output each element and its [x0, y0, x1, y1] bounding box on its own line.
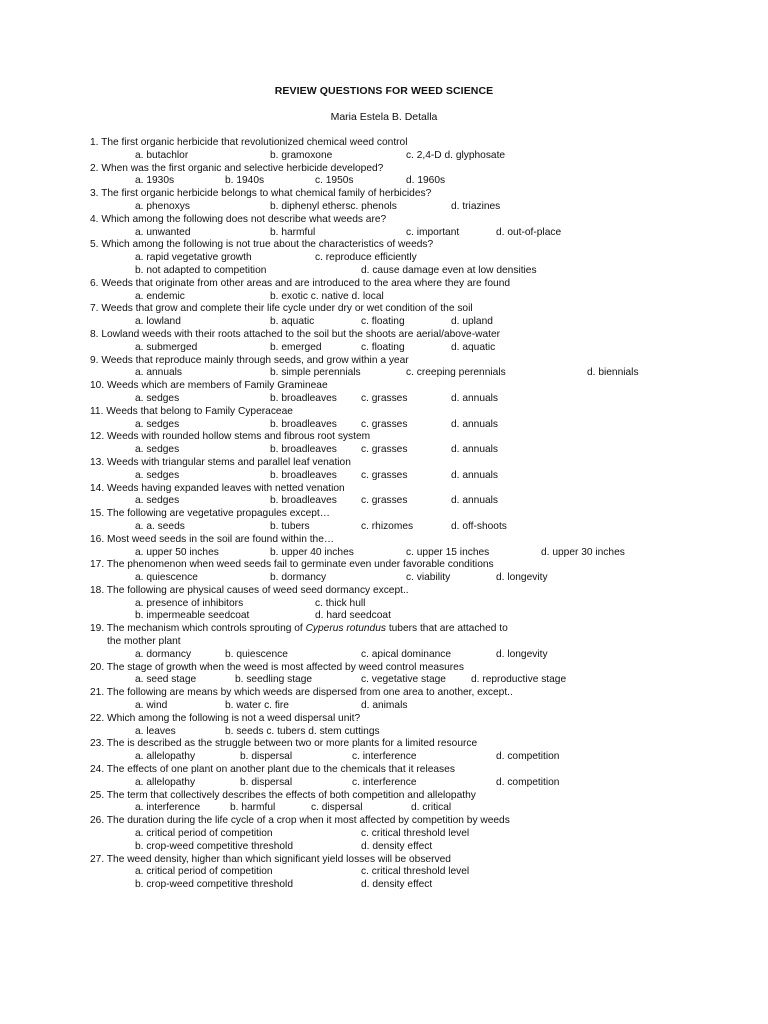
question-17 — [0, 559, 768, 572]
question-text: 22. Which among the following is not a weed dispersal unit? — [90, 712, 361, 724]
question-18 — [0, 585, 768, 598]
answer-options-row — [0, 201, 768, 214]
answer-option: a. unwanted — [135, 226, 191, 238]
question-text: 11. Weeds that belong to Family Cyperaceae — [90, 405, 293, 417]
answer-option: b. crop-weed competitive threshold — [135, 840, 293, 852]
answer-options-row — [0, 444, 768, 457]
answer-option: b. simple perennials — [270, 367, 361, 379]
answer-option: a. critical period of competition — [135, 866, 273, 878]
answer-option: d. upper 30 inches — [541, 546, 625, 558]
answer-option: c. interference — [352, 776, 417, 788]
question-text: 6. Weeds that originate from other areas and are introduced to the area where they are found — [90, 277, 511, 289]
answer-options-row — [0, 470, 768, 483]
question-text: 17. The phenomenon when weed seeds fail to germinate even under favorable conditions — [90, 559, 494, 571]
answer-options-row — [0, 700, 768, 713]
answer-options-row — [0, 291, 768, 304]
question-7 — [0, 303, 768, 316]
document-author: Maria Estela B. Detalla — [330, 111, 438, 123]
answer-options-row — [0, 866, 768, 879]
question-16 — [0, 534, 768, 547]
answer-option: a. sedges — [135, 495, 180, 507]
answer-option: b. dormancy — [270, 572, 327, 584]
answer-option: d. annuals — [451, 418, 499, 430]
answer-option: b. broadleaves — [270, 418, 337, 430]
answer-option: b. broadleaves — [270, 469, 337, 481]
answer-option: b. emerged — [270, 341, 322, 353]
question-text: 3. The first organic herbicide belongs to what chemical family of herbicides? — [90, 188, 432, 200]
answer-option: b. seedling stage — [235, 674, 313, 686]
answer-option: d. aquatic — [451, 341, 496, 353]
answer-option: b. quiescence — [225, 648, 288, 660]
question-9 — [0, 355, 768, 368]
answer-option: c. 2,4-D d. glyphosate — [406, 149, 506, 161]
answer-options-row — [0, 227, 768, 240]
answer-option: c. critical threshold level — [361, 828, 470, 840]
answer-option: d. animals — [361, 700, 408, 712]
answer-option: c. floating — [361, 341, 405, 353]
question-text: 24. The effects of one plant on another plant due to the chemicals that it releases — [90, 764, 455, 776]
answer-option: b. tubers — [270, 520, 310, 532]
answer-option: a. sedges — [135, 469, 180, 481]
answer-options-row — [0, 751, 768, 764]
question-12 — [0, 431, 768, 444]
answer-options-row — [0, 521, 768, 534]
answer-option: d. annuals — [451, 392, 499, 404]
answer-option: b. broadleaves — [270, 444, 337, 456]
answer-option: d. competition — [496, 751, 560, 763]
answer-option: c. grasses — [361, 495, 408, 507]
answer-option: b. water c. fire — [225, 700, 289, 712]
answer-option: b. harmful — [230, 802, 276, 814]
answer-option: c. interference — [352, 751, 417, 763]
answer-option: a. presence of inhibitors — [135, 597, 244, 609]
question-continuation — [0, 636, 768, 649]
answer-option: d. longevity — [496, 648, 548, 660]
question-text: 21. The following are means by which weeds are dispersed from one area to another, except.. — [90, 687, 513, 699]
answer-option: a. quiescence — [135, 572, 198, 584]
answer-option: b. aquatic — [270, 316, 315, 328]
answer-option: a. dormancy — [135, 648, 192, 660]
answer-option: a. allelopathy — [135, 776, 196, 788]
question-text: 20. The stage of growth when the weed is most affected by weed control measures — [90, 661, 464, 673]
question-text: 1. The first organic herbicide that revolutionized chemical weed control — [90, 137, 408, 148]
question-text: 27. The weed density, higher than which significant yield losses will be observed — [90, 853, 451, 865]
answer-option: b. not adapted to competition — [135, 264, 267, 276]
answer-option: a. interference — [135, 802, 201, 814]
answer-options-row — [0, 777, 768, 790]
answer-options-row — [0, 802, 768, 815]
answer-option: a. lowland — [135, 316, 181, 328]
answer-options-row — [0, 879, 768, 892]
question-15 — [0, 508, 768, 521]
answer-options-row — [0, 726, 768, 739]
answer-option: c. rhizomes — [361, 520, 414, 532]
answer-option: c. thick hull — [315, 597, 366, 609]
species-name: Cyperus rotundus — [305, 623, 386, 635]
question-5 — [0, 239, 768, 252]
question-text: 13. Weeds with triangular stems and parallel leaf venation — [90, 456, 351, 468]
question-text: 8. Lowland weeds with their roots attached to the soil but the shoots are aerial/above-water — [90, 328, 501, 340]
answer-options-row — [0, 610, 768, 623]
answer-option: d. density effect — [361, 879, 433, 891]
answer-option: c. grasses — [361, 444, 408, 456]
answer-option: c. upper 15 inches — [406, 546, 490, 558]
answer-option: d. out-of-place — [496, 226, 562, 238]
answer-options-row — [0, 572, 768, 585]
answer-option: a. submerged — [135, 341, 198, 353]
answer-option: d. biennials — [587, 367, 639, 379]
answer-option: b. impermeable seedcoat — [135, 610, 250, 622]
answer-option: b. 1940s — [225, 175, 265, 187]
answer-option: b. exotic c. native d. local — [270, 290, 384, 302]
question-text: 18. The following are physical causes of weed seed dormancy except.. — [90, 584, 409, 596]
answer-options-row — [0, 547, 768, 560]
answer-option: d. reproductive stage — [471, 674, 567, 686]
answer-option: c. dispersal — [311, 802, 363, 814]
question-text: 12. Weeds with rounded hollow stems and fibrous root system — [90, 431, 371, 443]
answer-options-row — [0, 150, 768, 163]
answer-option: b. dispersal — [240, 751, 293, 763]
question-list — [0, 137, 768, 892]
answer-options-row — [0, 252, 768, 265]
answer-option: c. apical dominance — [361, 648, 452, 660]
answer-option: b. diphenyl ethersc. phenols — [270, 200, 397, 212]
question-text-part: tubers that are attached to — [385, 623, 508, 635]
question-text: 23. The is described as the struggle between two or more plants for a limited resource — [90, 738, 478, 750]
answer-option: a. leaves — [135, 725, 176, 737]
answer-option: c. grasses — [361, 418, 408, 430]
answer-option: d. upland — [451, 316, 493, 328]
question-text — [90, 623, 508, 636]
question-text: 25. The term that collectively describes the effects of both competition and allelopathy — [90, 789, 476, 801]
question-text: 16. Most weed seeds in the soil are found within the… — [90, 533, 335, 545]
answer-option: a. rapid vegetative growth — [135, 252, 252, 264]
answer-option: c. floating — [361, 316, 405, 328]
question-6 — [0, 278, 768, 291]
answer-option: a. sedges — [135, 418, 180, 430]
question-19 — [0, 623, 768, 636]
question-26 — [0, 815, 768, 828]
answer-options-row — [0, 393, 768, 406]
question-4 — [0, 214, 768, 227]
answer-option: d. hard seedcoat — [315, 610, 391, 622]
question-13 — [0, 457, 768, 470]
answer-options-row — [0, 495, 768, 508]
answer-option: b. crop-weed competitive threshold — [135, 879, 293, 891]
answer-option: d. 1960s — [406, 175, 446, 187]
answer-option: d. cause damage even at low densities — [361, 264, 537, 276]
answer-option: c. reproduce efficiently — [315, 252, 417, 264]
answer-option: a. critical period of competition — [135, 828, 273, 840]
question-1 — [0, 137, 768, 150]
answer-options-row — [0, 828, 768, 841]
answer-option: a. allelopathy — [135, 751, 196, 763]
question-text: 7. Weeds that grow and complete their life cycle under dry or wet condition of the soil — [90, 303, 473, 315]
question-text: 4. Which among the following does not describe what weeds are? — [90, 213, 387, 225]
answer-option: d. annuals — [451, 495, 499, 507]
answer-option: c. important — [406, 226, 460, 238]
answer-options-row — [0, 316, 768, 329]
question-23 — [0, 738, 768, 751]
answer-option: d. off-shoots — [451, 520, 507, 532]
answer-option: c. creeping perennials — [406, 367, 506, 379]
answer-options-row — [0, 649, 768, 662]
answer-option: b. upper 40 inches — [270, 546, 354, 558]
answer-option: b. broadleaves — [270, 495, 337, 507]
answer-option: c. 1950s — [315, 175, 354, 187]
question-text: 15. The following are vegetative propagules except… — [90, 508, 330, 520]
answer-option: b. harmful — [270, 226, 316, 238]
question-11 — [0, 406, 768, 419]
answer-option: a. wind — [135, 700, 168, 712]
answer-option: d. critical — [411, 802, 452, 814]
document-title: REVIEW QUESTIONS FOR WEED SCIENCE — [274, 85, 494, 97]
question-10 — [0, 380, 768, 393]
answer-option: c. grasses — [361, 469, 408, 481]
answer-option: b. gramoxone — [270, 149, 333, 161]
answer-option: a. endemic — [135, 290, 185, 302]
question-27 — [0, 854, 768, 867]
answer-options-row — [0, 265, 768, 278]
answer-option: a. sedges — [135, 392, 180, 404]
question-text-continued: the mother plant — [107, 636, 181, 648]
question-22 — [0, 713, 768, 726]
question-text: 26. The duration during the life cycle of a crop when it most affected by competition by weeds — [90, 815, 510, 827]
answer-options-row — [0, 598, 768, 611]
answer-option: d. annuals — [451, 469, 499, 481]
answer-options-row — [0, 674, 768, 687]
answer-options-row — [0, 175, 768, 188]
answer-option: a. 1930s — [135, 175, 175, 187]
question-8 — [0, 329, 768, 342]
answer-option: a. a. seeds — [135, 520, 185, 532]
question-2 — [0, 163, 768, 176]
question-21 — [0, 687, 768, 700]
answer-option: b. seeds c. tubers d. stem cuttings — [225, 725, 380, 737]
question-text-part: 19. The mechanism which controls sprouting of — [90, 623, 306, 635]
question-24 — [0, 764, 768, 777]
answer-option: a. upper 50 inches — [135, 546, 219, 558]
answer-options-row — [0, 367, 768, 380]
question-20 — [0, 662, 768, 675]
answer-option: c. vegetative stage — [361, 674, 446, 686]
answer-option: a. phenoxys — [135, 200, 190, 212]
question-text: 14. Weeds having expanded leaves with netted venation — [90, 482, 345, 494]
question-3 — [0, 188, 768, 201]
answer-option: c. grasses — [361, 392, 408, 404]
answer-option: d. density effect — [361, 840, 433, 852]
answer-option: a. butachlor — [135, 149, 189, 161]
answer-options-row — [0, 342, 768, 355]
question-text: 10. Weeds which are members of Family Gramineae — [90, 380, 328, 392]
answer-option: d. competition — [496, 776, 560, 788]
answer-option: d. triazines — [451, 200, 501, 212]
question-text: 5. Which among the following is not true about the characteristics of weeds? — [90, 239, 434, 251]
answer-options-row — [0, 841, 768, 854]
answer-option: c. viability — [406, 572, 451, 584]
answer-option: a. sedges — [135, 444, 180, 456]
answer-option: d. annuals — [451, 444, 499, 456]
question-25 — [0, 790, 768, 803]
question-text: 9. Weeds that reproduce mainly through seeds, and grow within a year — [90, 354, 409, 366]
question-14 — [0, 483, 768, 496]
answer-option: d. longevity — [496, 572, 548, 584]
answer-options-row — [0, 419, 768, 432]
answer-option: b. broadleaves — [270, 392, 337, 404]
answer-option: a. annuals — [135, 367, 183, 379]
answer-option: b. dispersal — [240, 776, 293, 788]
answer-option: a. seed stage — [135, 674, 197, 686]
question-text: 2. When was the first organic and selective herbicide developed? — [90, 162, 384, 174]
answer-option: c. critical threshold level — [361, 866, 470, 878]
